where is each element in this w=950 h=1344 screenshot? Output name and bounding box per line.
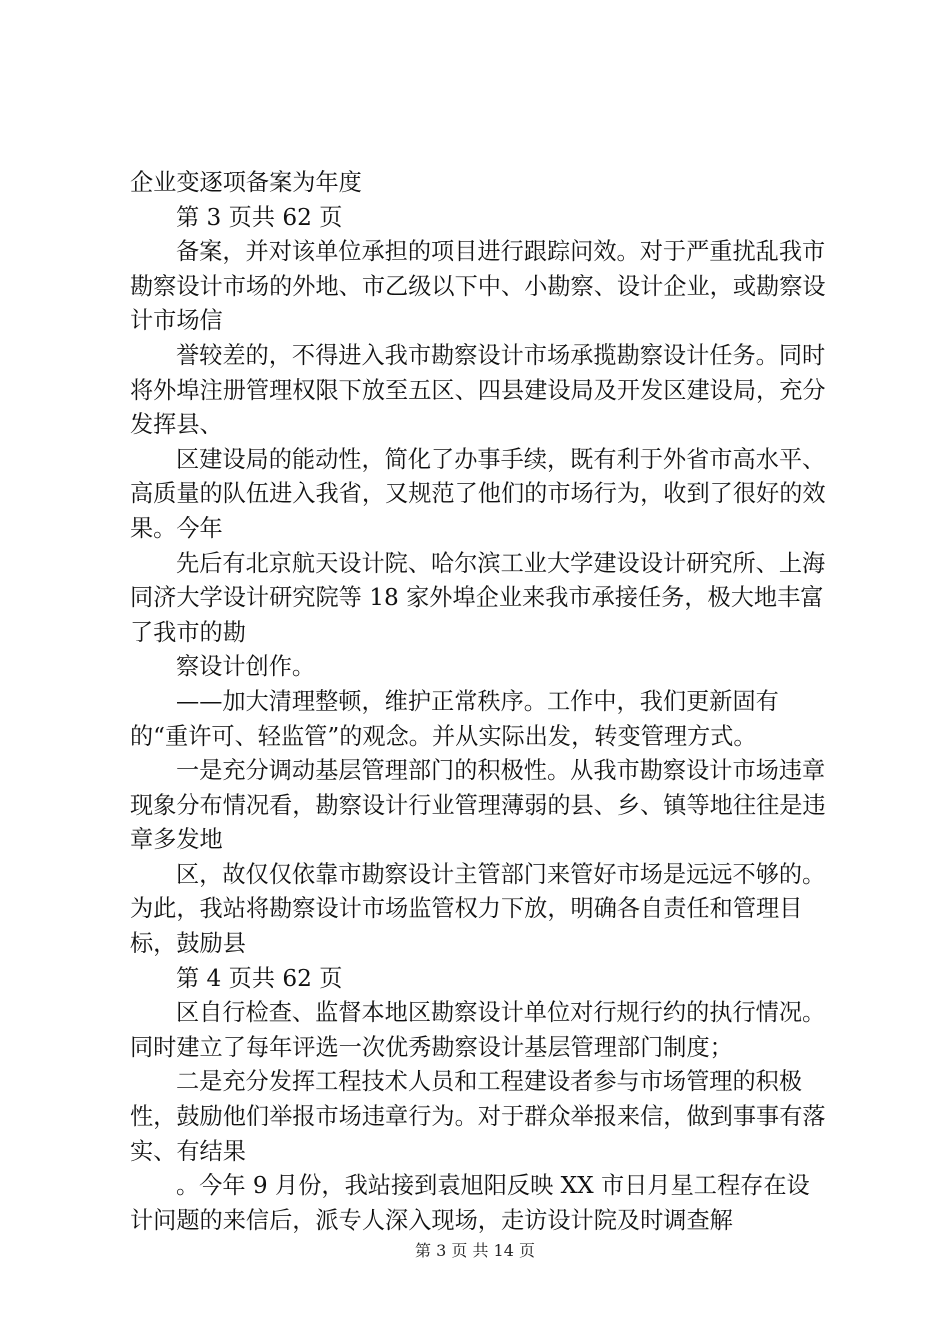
page-footer: 第 3 页 共 14 页 <box>415 1241 535 1260</box>
paragraph-4: 区建设局的能动性，简化了办事手续，既有利于外省市高水平、高质量的队伍进入我省，又规范了他们的市场行为，收到了很好的效果。今年 <box>130 445 826 542</box>
paragraph-2: 备案，并对该单位承担的项目进行跟踪问效。对于严重扰乱我市勘察设计市场的外地、市乙级以下中、小勘察、设计企业，或勘察设计市场信 <box>130 238 826 335</box>
paragraph-3: 誉较差的，不得进入我市勘察设计市场承揽勘察设计任务。同时将外埠注册管理权限下放至五区、四县建设局及开发区建设局，充分发挥县、 <box>130 341 826 439</box>
paragraph-6: 察设计创作。 <box>176 653 316 681</box>
paragraph-8: 一是充分调动基层管理部门的积极性。从我市勘察设计市场违章现象分布情况看，勘察设计行业管理薄弱的县、乡、镇等地往往是违章多发地 <box>130 757 826 854</box>
paragraph-5: 先后有北京航天设计院、哈尔滨工业大学建设设计研究所、上海同济大学设计研究院等 18 家外埠企业来我市承接任务，极大地丰富了我市的勘 <box>130 549 826 646</box>
paragraph-7: ——加大清理整顿，维护正常秩序。工作中，我们更新固有的“重许可、轻监管”的观念。并从实际出发，转变管理方式。 <box>130 687 779 750</box>
paragraph-12: 。今年 9 月份，我站接到袁旭阳反映 XX 市日月星工程存在设计问题的来信后，派专人深入现场，走访设计院及时调查解 <box>130 1172 810 1234</box>
paragraph-10: 区自行检查、监督本地区勘察设计单位对行规行约的执行情况。同时建立了每年评选一次优秀勘察设计基层管理部门制度； <box>130 999 826 1061</box>
paragraph-1: 企业变逐项备案为年度 <box>130 169 362 196</box>
document-body <box>130 166 830 1238</box>
paragraph-11: 二是充分发挥工程技术人员和工程建设者参与市场管理的积极性，鼓励他们举报市场违章行为。对于群众举报来信，做到事事有落实、有结果 <box>130 1068 826 1165</box>
paragraph-9: 区，故仅仅依靠市勘察设计主管部门来管好市场是远远不够的。为此，我站将勘察设计市场监管权力下放，明确各自责任和管理目标，鼓励县 <box>130 860 826 958</box>
inline-page-marker: 第 3 页共 62 页 <box>176 203 343 231</box>
inline-page-marker: 第 4 页共 62 页 <box>176 964 343 992</box>
